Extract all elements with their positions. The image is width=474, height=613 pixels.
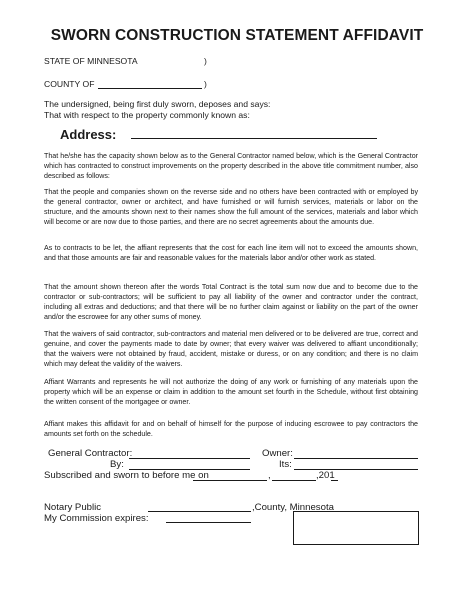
notary-county: ,County, Minnesota [252, 502, 334, 513]
county-label: COUNTY OF [44, 79, 95, 89]
county-paren: ) [204, 79, 207, 89]
document-title: SWORN CONSTRUCTION STATEMENT AFFIDAVIT [50, 27, 424, 44]
notary-label: Notary Public [44, 502, 102, 513]
state-paren: ) [204, 56, 207, 66]
address-label: Address: [60, 127, 117, 142]
subscribed-separator: , [268, 470, 271, 481]
subscribed-label: Subscribed and sworn to before me on [44, 470, 209, 481]
paragraph-inducement: Affiant makes this affidavit for and on behalf of himself for the purpose of inducing escrowee to pay contractors the amounts set forth on the schedule. [44, 420, 418, 438]
state-label: STATE OF MINNESOTA [44, 56, 138, 66]
by-label: By: [110, 459, 124, 470]
intro-line-1: The undersigned, being first duly sworn, deposes and says: [44, 99, 271, 109]
address-blank[interactable] [131, 138, 377, 139]
owner-label: Owner: [262, 448, 293, 459]
its-blank[interactable] [294, 469, 418, 470]
subscribed-month-blank[interactable] [272, 480, 316, 481]
gc-label: General Contractor: [48, 448, 133, 459]
commission-blank[interactable] [166, 522, 251, 523]
intro-line-2: That with respect to the property commonly known as: [44, 110, 250, 120]
paragraph-capacity: That he/she has the capacity shown below as to the General Contractor named below, which is the General Contractor which has contracted to construct improvements on the property described in the above title commitment number, also described as follows: [44, 152, 418, 180]
paragraph-waivers: That the waivers of said contractor, sub-contractors and material men delivered or to be delivered are true, correct and genuine, and cover the payments made to date by owner; that every waiver was delivered to affiant unconditionally; that the waivers were not obtained by fraud, accident, mistake or duress, or on any condition; and there is no claim which may defeat the validity of the waivers. [44, 330, 418, 368]
its-label: Its: [279, 459, 292, 470]
paragraph-total-contract: That the amount shown thereon after the words Total Contract is the total sum now due and to become due to the contractor or sub-contractors; will be sufficient to pay all liability of the owner and contractor under the contract, including all extras and deductions; and that there will be no further claim against or liability on the part of the owner and/or the escrowee for any other sums of money. [44, 283, 418, 321]
year-blank[interactable] [331, 480, 338, 481]
county-blank[interactable] [98, 88, 202, 89]
paragraph-contracted-parties: That the people and companies shown on the reverse side and no others have been contracted with or employed by the general contractor, owner or architect, and have furnished or will furnish services, materials or labor on the structure, and the amounts shown next to their names show the full amount of the services, materials and labor which will become or are now due to those parties, and there are no secret agreements about the amounts due. [44, 188, 418, 226]
commission-label: My Commission expires: [44, 513, 149, 524]
notary-blank[interactable] [148, 511, 251, 512]
gc-blank[interactable] [129, 458, 250, 459]
subscribed-date-blank[interactable] [193, 480, 267, 481]
year-prefix: ,201 [316, 470, 335, 481]
paragraph-warrants: Affiant Warrants and represents he will not authorize the doing of any work or furnishing of any materials upon the property which will be an expense or claim in addition to the amount set fourth in the Schedule, without first obtaining the written consent of the mortgagee or owner. [44, 378, 418, 406]
paragraph-contracts-to-be-let: As to contracts to be let, the affiant represents that the cost for each line item will not to exceed the amounts shown, and that those amounts are fair and reasonable values for the materials labor and/or other work as stated. [44, 244, 418, 262]
owner-blank[interactable] [294, 458, 418, 459]
notary-seal-box [293, 511, 419, 545]
